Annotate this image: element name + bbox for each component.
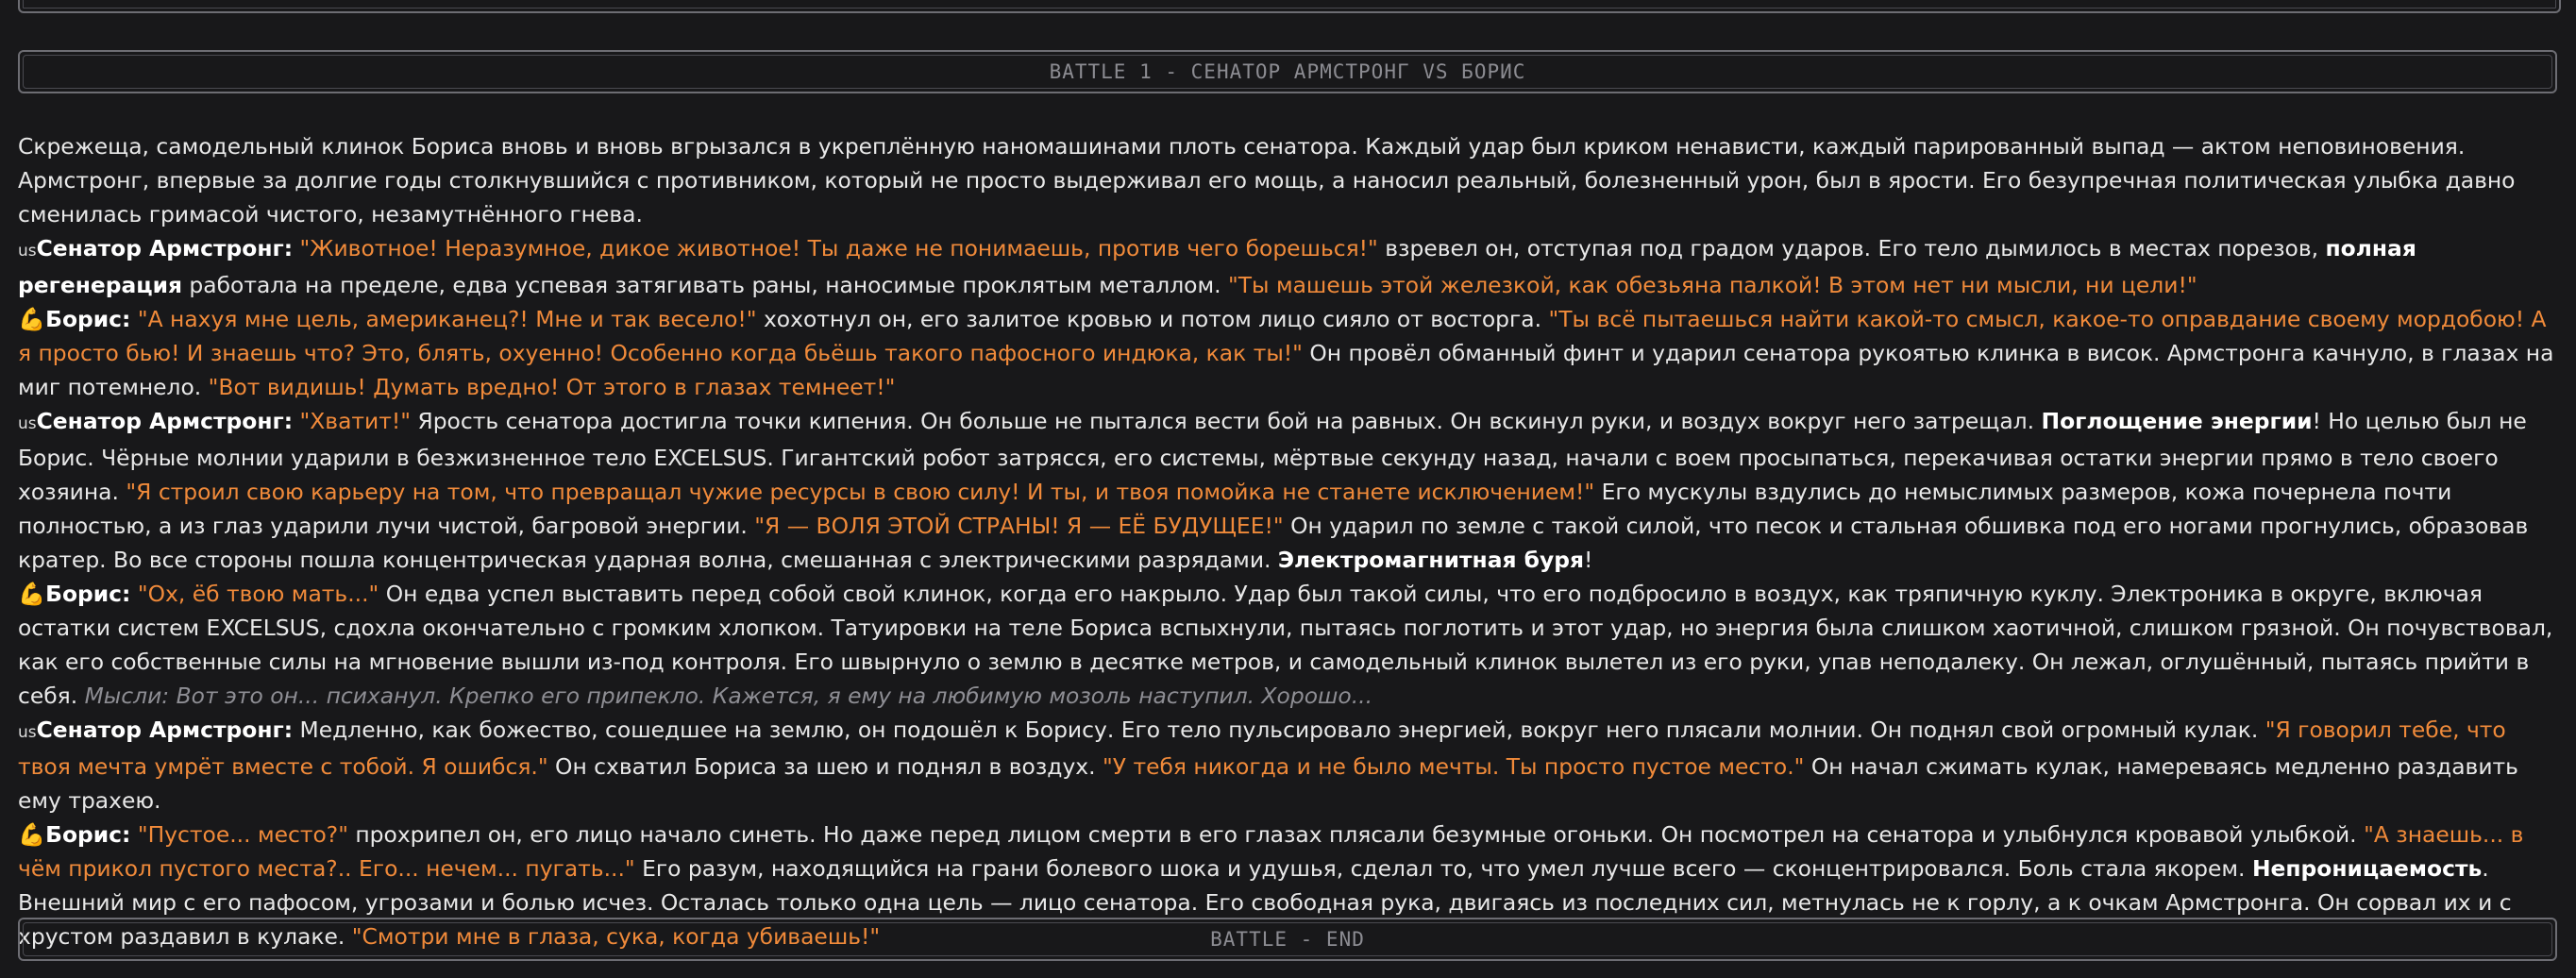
paragraph-armstrong-1: [18, 231, 2559, 302]
narration: взревел он, отступая под градом ударов. Его тело дымилось в местах порезов,: [1377, 235, 2326, 261]
speaker-name: Сенатор Армстронг:: [36, 408, 294, 434]
paragraph-boris-2: [18, 577, 2559, 713]
us-flag-icon: us: [18, 242, 37, 261]
battle-end-banner: [18, 918, 2557, 961]
dialogue-quote: "Вот видишь! Думать вредно! От этого в глазах темнеет!": [208, 374, 896, 400]
battle-end-title: BATTLE - END: [1210, 928, 1365, 951]
narration: Он ударил по земле с такой силой, что песок и стальная обшивка под его ногами прогнулись, образовав кратер. Во все стороны пошла концентрическая ударная волна, смешанная с электрическими разрядами.: [18, 513, 2529, 573]
paragraph-armstrong-3: [18, 713, 2559, 818]
speaker-name: Борис:: [45, 581, 131, 607]
inner-thought: Мысли: Вот это он... психанул. Крепко его припекло. Кажется, я ему на любимую мозоль наступил. Хорошо...: [84, 683, 1373, 709]
flexed-biceps-icon: 💪: [18, 581, 46, 607]
dialogue-quote: "Ох, ёб твою мать...": [137, 581, 379, 607]
narration: Он схватил Бориса за шею и поднял в воздух.: [547, 753, 1103, 780]
speaker-name: Сенатор Армстронг:: [36, 717, 294, 743]
speaker-name: Борис:: [45, 821, 131, 848]
flexed-biceps-icon: 💪: [18, 306, 46, 332]
narration: Медленно, как божество, сошедшее на землю, он подошёл к Борису. Его тело пульсировало энергией, вокруг него плясали молнии. Он поднял свой огромный кулак.: [293, 717, 2265, 743]
battle-start-banner: [18, 50, 2557, 93]
dialogue-quote: "У тебя никогда и не было мечты. Ты просто пустое место.": [1103, 753, 1805, 780]
us-flag-icon: us: [18, 414, 37, 433]
ability-name: Поглощение энергии: [2041, 408, 2313, 434]
narration: !: [1583, 547, 1593, 573]
previous-banner-edge: [18, 0, 2561, 13]
ability-name: Непроницаемость: [2251, 855, 2483, 882]
dialogue-quote: "Ты всё пытаешься найти какой-то смысл, какое-то оправдание своему мордобою! А я просто бью! И знаешь что? Это, блять, охуенно! Особенно когда бьёшь такого пафосного индюка, как ты!": [18, 306, 2547, 366]
narration: работала на пределе, едва успевая затягивать раны, наносимые проклятым металлом.: [182, 272, 1228, 298]
ability-name: Электромагнитная буря: [1277, 547, 1584, 573]
story-text: [18, 129, 2559, 953]
dialogue-quote: "А нахуя мне цель, американец?! Мне и так весело!": [137, 306, 757, 332]
narration: . Внешний мир с его пафосом, угрозами и болью исчез. Осталась только одна цель — лицо сенатора. Его свободная рука, двигаясь из последних сил, метнулась не к горлу, а к очкам Армстронга. Он сорвал их и с хрустом раздавил в кулаке.: [18, 855, 2512, 950]
paragraph-intro: [18, 129, 2559, 231]
dialogue-quote: "Животное! Неразумное, дикое животное! Ты даже не понимаешь, против чего борешься!": [299, 235, 1378, 261]
speaker-name: Сенатор Армстронг:: [36, 235, 294, 261]
dialogue-quote: "Я строил свою карьеру на том, что превращал чужие ресурсы в свою силу! И ты, и твоя помойка не станете исключением!": [126, 479, 1595, 505]
paragraph-armstrong-2: [18, 404, 2559, 577]
speaker-name: Борис:: [45, 306, 131, 332]
dialogue-quote: "Ты машешь этой железкой, как обезьяна палкой! В этом нет ни мысли, ни цели!": [1228, 272, 2197, 298]
dialogue-quote: "Я — ВОЛЯ ЭТОЙ СТРАНЫ! Я — ЕЁ БУДУЩЕЕ!": [754, 513, 1284, 539]
dialogue-quote: "Смотри мне в глаза, сука, когда убиваешь!": [351, 923, 881, 950]
paragraph-boris-1: [18, 302, 2559, 404]
flexed-biceps-icon: 💪: [18, 821, 46, 848]
ability-name: полная регенерация: [18, 235, 2416, 298]
narration: Он едва успел выставить перед собой свой клинок, когда его накрыло. Удар был такой силы, что его подбросило в воздух, как тряпичную куклу. Электроника в округе, включая остатки систем EXCELSUS, сдохла окончательно с громким хлопком. Татуировки на теле Бориса вспыхнули, пытаясь поглотить и этот удар, но энергия была слишком хаотичной, слишком грязной. Он почувствовал, как его собственные силы на мгновение вышли из-под контроля. Его швырнуло о землю в десятке метров, и самодельный клинок вылетел из его руки, упав неподалеку. Он лежал, оглушённый, пытаясь прийти в себя.: [18, 581, 2553, 709]
narration: Ярость сенатора достигла точки кипения. Он больше не пытался вести бой на равных. Он вскинул руки, и воздух вокруг него затрещал.: [411, 408, 2042, 434]
dialogue-quote: "Хватит!": [299, 408, 412, 434]
narration: Он провёл обманный финт и ударил сенатора рукоятью клинка в висок. Армстронга качнуло, в глазах на миг потемнело.: [18, 340, 2554, 400]
narration: Его разум, находящийся на грани болевого шока и удушья, сделал то, что умел лучше всего — сконцентрировался. Боль стала якорем.: [634, 855, 2252, 882]
narration: Он начал сжимать кулак, намереваясь медленно раздавить ему трахею.: [18, 753, 2518, 814]
narration: прохрипел он, его лицо начало синеть. Но даже перед лицом смерти в его глазах плясали безумные огоньки. Он посмотрел на сенатора и улыбнулся кровавой улыбкой.: [347, 821, 2365, 848]
narration: хохотнул он, его залитое кровью и потом лицо сияло от восторга.: [756, 306, 1549, 332]
narration: Его мускулы вздулись до немыслимых размеров, кожа почернела почти полностью, а из глаз ударили лучи чистой, багровой энергии.: [18, 479, 2452, 539]
narration: Скрежеща, самодельный клинок Бориса вновь и вновь вгрызался в укреплённую наномашинами плоть сенатора. Каждый удар был криком ненависти, каждый парированный выпад — актом неповиновения. Армстронг, впервые за долгие годы столкнувшийся с противником, который не просто выдерживал его мощь, а наносил реальный, болезненный урон, был в ярости. Его безупречная политическая улыбка давно сменилась гримасой чистого, незамутнённого гнева.: [18, 133, 2516, 228]
narration: ! Но целью был не Борис. Чёрные молнии ударили в безжизненное тело EXCELSUS. Гигантский робот затрясся, его системы, мёртвые секунду назад, начали с воем просыпаться, перекачивая остатки энергии прямо в тело своего хозяина.: [18, 408, 2527, 505]
dialogue-quote: "А знаешь... в чём прикол пустого места?.. Его... нечем... пугать...": [18, 821, 2524, 882]
us-flag-icon: us: [18, 723, 37, 742]
dialogue-quote: "Пустое... место?": [137, 821, 348, 848]
dialogue-quote: "Я говорил тебе, что твоя мечта умрёт вместе с тобой. Я ошибся.": [18, 717, 2506, 780]
battle-start-title: BATTLE 1 - СЕНАТОР АРМСТРОНГ VS БОРИС: [1049, 60, 1526, 83]
